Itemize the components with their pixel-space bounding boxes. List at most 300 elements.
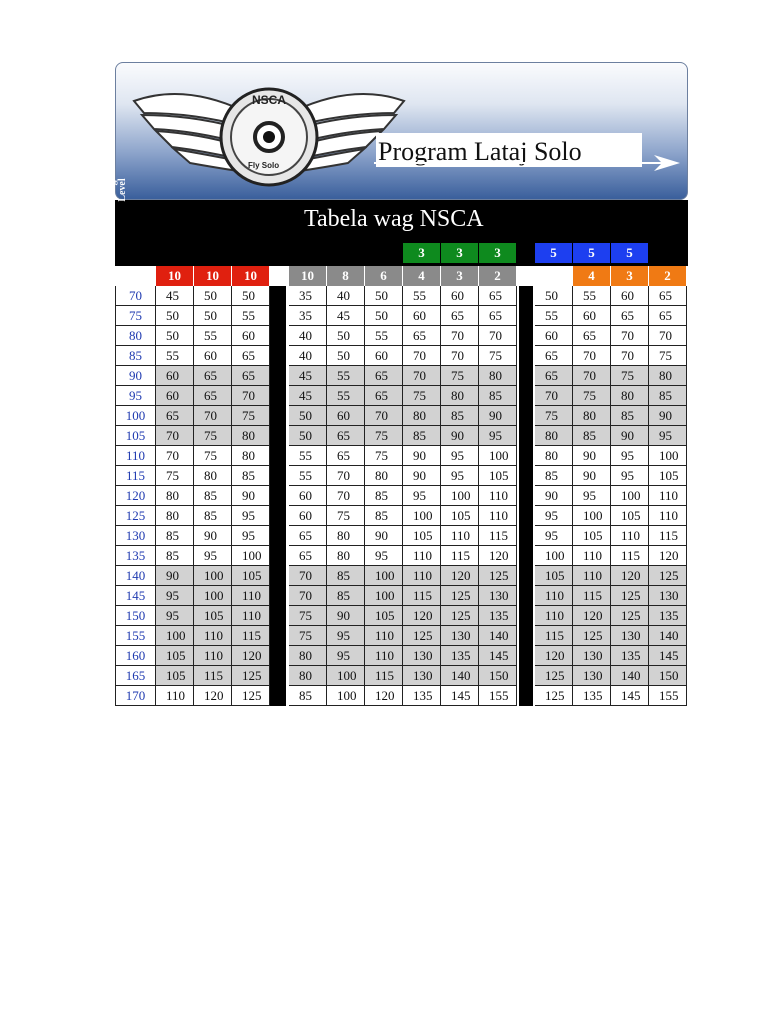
weight-cell: 95 [232,526,270,546]
weight-cell: 85 [649,386,687,406]
column-separator [519,586,533,606]
column-separator [519,546,533,566]
weight-cell: 55 [156,346,194,366]
weight-cell: 105 [611,506,649,526]
weight-cell: 75 [403,386,441,406]
weight-cell: 75 [289,626,327,646]
weight-cell: 105 [156,646,194,666]
weight-cell: 110 [535,586,573,606]
weight-cell: 80 [403,406,441,426]
weight-cell: 60 [156,386,194,406]
weight-cell: 70 [535,386,573,406]
weight-cell: 80 [289,646,327,666]
weight-cell: 135 [649,606,687,626]
rm-cell: 90 [115,366,156,386]
header-red-3: 10 [232,266,269,286]
weight-cell: 125 [479,566,517,586]
weight-cell: 120 [403,606,441,626]
weight-cell: 95 [441,446,479,466]
weight-cell: 130 [573,666,611,686]
table-row [115,546,688,566]
weight-cell: 130 [403,646,441,666]
rm-cell: 100 [115,406,156,426]
column-separator [519,366,533,386]
rm-cell: 115 [115,466,156,486]
weight-cell: 130 [573,646,611,666]
column-separator [270,286,286,306]
level-label: Level [117,178,128,202]
weight-cell: 100 [156,626,194,646]
weight-cell: 145 [649,646,687,666]
weight-cell: 120 [573,606,611,626]
column-separator [270,606,286,626]
weight-cell: 70 [649,326,687,346]
weight-cell: 100 [479,446,517,466]
weight-cell: 40 [289,346,327,366]
header-blue-3: 5 [611,243,648,263]
header-red-2: 10 [194,266,231,286]
weight-cell: 65 [327,426,365,446]
column-separator [270,386,286,406]
weight-cell: 65 [479,286,517,306]
header-gray-4: 4 [403,266,440,286]
weight-cell: 155 [649,686,687,706]
weight-cell: 65 [441,306,479,326]
header-red-1: 10 [156,266,193,286]
header-blue-2: 5 [573,243,610,263]
logo-text: NSCA [252,93,287,107]
weight-cell: 125 [611,586,649,606]
weight-cell: 70 [573,346,611,366]
weight-cell: 85 [535,466,573,486]
weight-cell: 85 [403,426,441,446]
weight-cell: 140 [611,666,649,686]
weight-cell: 60 [232,326,270,346]
weight-cell: 110 [649,506,687,526]
column-separator [270,306,286,326]
nsca-winged-logo-icon [124,71,414,193]
weight-cell: 115 [535,626,573,646]
weight-cell: 145 [441,686,479,706]
weight-cell: 55 [232,306,270,326]
weight-cell: 40 [289,326,327,346]
weight-cell: 70 [479,326,517,346]
column-separator [519,306,533,326]
weight-cell: 125 [535,686,573,706]
weight-cell: 50 [156,326,194,346]
table-row [115,686,688,706]
weight-cell: 125 [573,626,611,646]
rm-cell: 80 [115,326,156,346]
header-green-3: 3 [479,243,516,263]
table-row [115,526,688,546]
weight-cell: 70 [403,346,441,366]
column-separator [270,466,286,486]
weight-cell: 45 [327,306,365,326]
weight-cell: 85 [365,486,403,506]
weight-cell: 110 [194,646,232,666]
weight-cell: 95 [156,606,194,626]
weight-cell: 80 [327,526,365,546]
weight-cell: 75 [289,606,327,626]
weight-cell: 130 [403,666,441,686]
weight-cell: 60 [573,306,611,326]
weight-cell: 60 [289,506,327,526]
weight-cell: 60 [194,346,232,366]
rm-cell: 135 [115,546,156,566]
weight-cell: 110 [232,606,270,626]
column-separator [270,506,286,526]
weight-cell: 105 [194,606,232,626]
column-separator [270,426,286,446]
weight-cell: 110 [365,626,403,646]
table-row [115,386,688,406]
weight-cell: 70 [611,346,649,366]
weight-cell: 75 [194,446,232,466]
weight-cell: 40 [327,286,365,306]
weight-cell: 100 [194,566,232,586]
weight-cell: 80 [232,426,270,446]
weight-cell: 120 [535,646,573,666]
weight-cell: 80 [611,386,649,406]
rm-cell: 130 [115,526,156,546]
table-row [115,606,688,626]
column-separator [270,626,286,646]
weight-cell: 65 [611,306,649,326]
weight-cell: 105 [156,666,194,686]
weight-cell: 50 [194,306,232,326]
weight-cell: 90 [194,526,232,546]
weight-cell: 100 [573,506,611,526]
weight-cell: 75 [327,506,365,526]
column-separator [270,666,286,686]
rm-cell: 105 [115,426,156,446]
column-separator [519,646,533,666]
weight-cell: 115 [611,546,649,566]
weight-cell: 100 [441,486,479,506]
column-separator [519,486,533,506]
table-row [115,426,688,446]
weight-cell: 140 [441,666,479,686]
weight-cell: 35 [289,286,327,306]
weight-cell: 135 [441,646,479,666]
strength-label: Strength [107,171,118,209]
weight-cell: 50 [327,326,365,346]
rm-cell: 125 [115,506,156,526]
weight-cell: 95 [327,646,365,666]
header-gray-1: 10 [289,266,326,286]
weight-cell: 95 [535,506,573,526]
weight-cell: 90 [232,486,270,506]
weight-cell: 115 [649,526,687,546]
header-gray-6: 2 [479,266,516,286]
weight-cell: 85 [327,586,365,606]
weight-cell: 65 [649,286,687,306]
weight-cell: 110 [403,566,441,586]
weight-cell: 70 [611,326,649,346]
weight-cell: 95 [649,426,687,446]
weight-cell: 100 [232,546,270,566]
weight-cell: 150 [649,666,687,686]
weight-cell: 110 [611,526,649,546]
header-gray-2: 8 [327,266,364,286]
arrow-icon [374,155,680,171]
weight-cell: 65 [479,306,517,326]
table-row [115,586,688,606]
weight-cell: 65 [535,366,573,386]
column-separator [270,646,286,666]
weight-cell: 115 [573,586,611,606]
weight-cell: 95 [535,526,573,546]
weight-cell: 75 [365,446,403,466]
column-separator [270,326,286,346]
weight-cell: 110 [194,626,232,646]
column-separator [519,326,533,346]
weight-cell: 120 [649,546,687,566]
weight-cell: 85 [611,406,649,426]
weight-cell: 85 [289,686,327,706]
column-separator [270,566,286,586]
rm-header: 1RM [118,268,149,283]
weight-cell: 55 [327,366,365,386]
weight-cell: 130 [479,586,517,606]
weight-cell: 65 [403,326,441,346]
rm-cell: 85 [115,346,156,366]
weight-cell: 100 [611,486,649,506]
table-row [115,286,688,306]
weight-cell: 105 [403,526,441,546]
header-green-2: 3 [441,243,478,263]
weight-cell: 95 [611,466,649,486]
weight-cell: 135 [479,606,517,626]
weight-cell: 100 [327,666,365,686]
weight-cell: 110 [441,526,479,546]
weight-cell: 85 [441,406,479,426]
column-separator [270,546,286,566]
weight-cell: 65 [365,386,403,406]
weight-cell: 100 [535,546,573,566]
weight-cell: 55 [194,326,232,346]
weight-cell: 125 [649,566,687,586]
table-row [115,506,688,526]
weight-cell: 115 [441,546,479,566]
weight-cell: 70 [365,406,403,426]
weight-cell: 110 [156,686,194,706]
table-row [115,406,688,426]
weight-cell: 90 [649,406,687,426]
column-separator [519,466,533,486]
weight-cell: 55 [327,386,365,406]
weight-cell: 80 [441,386,479,406]
weight-cell: 90 [365,526,403,546]
weight-cell: 95 [441,466,479,486]
weight-cell: 60 [441,286,479,306]
weight-cell: 85 [365,506,403,526]
table-row [115,366,688,386]
weight-cell: 85 [194,506,232,526]
weight-cell: 75 [441,366,479,386]
weight-cell: 80 [327,546,365,566]
weight-cell: 105 [441,506,479,526]
column-separator [519,386,533,406]
table-row [115,326,688,346]
weight-cell: 80 [649,366,687,386]
weight-cell: 65 [232,366,270,386]
rm-cell: 110 [115,446,156,466]
table-row [115,446,688,466]
weight-cell: 125 [403,626,441,646]
weight-cell: 70 [441,346,479,366]
rm-cell: 140 [115,566,156,586]
weight-cell: 90 [156,566,194,586]
weight-cell: 65 [194,366,232,386]
weight-cell: 145 [611,686,649,706]
weight-cell: 70 [194,406,232,426]
weight-cell: 80 [232,446,270,466]
column-separator [270,526,286,546]
weight-cell: 70 [289,566,327,586]
weight-cell: 50 [232,286,270,306]
header-gray-5: 3 [441,266,478,286]
rm-cell: 95 [115,386,156,406]
weight-cell: 120 [194,686,232,706]
weight-cell: 100 [649,446,687,466]
header-orange-3: 2 [649,266,686,286]
weight-cell: 60 [403,306,441,326]
weight-cell: 50 [156,306,194,326]
weight-cell: 90 [403,466,441,486]
column-separator [270,346,286,366]
weight-cell: 120 [479,546,517,566]
header-orange-1: 4 [573,266,610,286]
column-separator [519,626,533,646]
weight-cell: 65 [649,306,687,326]
header-gray-3: 6 [365,266,402,286]
weight-cell: 135 [611,646,649,666]
weight-cell: 80 [194,466,232,486]
column-separator [270,366,286,386]
weight-cell: 45 [289,386,327,406]
weight-cell: 105 [649,466,687,486]
weight-cell: 125 [232,666,270,686]
weight-cell: 75 [649,346,687,366]
weight-cell: 50 [289,426,327,446]
weight-cell: 140 [479,626,517,646]
weight-cell: 75 [156,466,194,486]
weight-cell: 120 [365,686,403,706]
weight-cell: 90 [403,446,441,466]
table-row [115,666,688,686]
weight-cell: 120 [441,566,479,586]
weight-cell: 70 [327,466,365,486]
weight-cell: 100 [403,506,441,526]
weight-cell: 65 [327,446,365,466]
weight-cell: 50 [289,406,327,426]
weight-cell: 80 [535,446,573,466]
header-banner [115,62,688,200]
weight-cell: 60 [365,346,403,366]
weight-cell: 55 [535,306,573,326]
weight-cell: 95 [194,546,232,566]
weight-cell: 70 [441,326,479,346]
weight-cell: 115 [403,586,441,606]
column-separator [519,446,533,466]
weight-cell: 75 [232,406,270,426]
rm-cell: 155 [115,626,156,646]
weight-cell: 115 [194,666,232,686]
weight-cell: 55 [365,326,403,346]
weight-cell: 60 [156,366,194,386]
table-row [115,626,688,646]
rm-cell: 170 [115,686,156,706]
column-separator [519,526,533,546]
weight-cell: 105 [479,466,517,486]
weight-cell: 65 [156,406,194,426]
weight-cell: 65 [573,326,611,346]
table-row [115,306,688,326]
weight-cell: 50 [194,286,232,306]
program-title: Program Lataj Solo [378,137,582,166]
weight-cell: 50 [365,306,403,326]
weight-cell: 105 [365,606,403,626]
weight-cell: 110 [573,566,611,586]
column-separator [519,286,533,306]
weight-cell: 70 [156,426,194,446]
weight-cell: 80 [365,466,403,486]
rm-cell: 75 [115,306,156,326]
weight-cell: 60 [611,286,649,306]
weight-cell: 60 [535,326,573,346]
weight-cell: 80 [535,426,573,446]
weight-cell: 60 [289,486,327,506]
weight-cell: 110 [365,646,403,666]
table-row [115,466,688,486]
weight-cell: 110 [403,546,441,566]
weight-cell: 90 [535,486,573,506]
weight-cell: 50 [365,286,403,306]
header-green-1: 3 [403,243,440,263]
weight-cell: 55 [403,286,441,306]
weight-cell: 75 [365,426,403,446]
weight-cell: 120 [232,646,270,666]
weight-cell: 50 [327,346,365,366]
column-separator [519,346,533,366]
table-row [115,646,688,666]
weight-cell: 70 [156,446,194,466]
weight-cell: 90 [573,466,611,486]
weight-cell: 125 [611,606,649,626]
weight-cell: 115 [232,626,270,646]
column-separator [519,506,533,526]
weight-cell: 95 [156,586,194,606]
column-separator [270,406,286,426]
weight-cell: 85 [156,526,194,546]
weight-cell: 125 [441,606,479,626]
weight-cell: 150 [479,666,517,686]
weight-cell: 65 [365,366,403,386]
column-separator [519,406,533,426]
rm-cell: 150 [115,606,156,626]
weight-cell: 85 [573,426,611,446]
column-separator [270,686,286,706]
weight-cell: 70 [232,386,270,406]
weight-cell: 75 [535,406,573,426]
weight-cell: 110 [479,486,517,506]
weight-cell: 100 [365,566,403,586]
weight-cell: 95 [573,486,611,506]
column-separator [519,606,533,626]
weight-cell: 125 [535,666,573,686]
